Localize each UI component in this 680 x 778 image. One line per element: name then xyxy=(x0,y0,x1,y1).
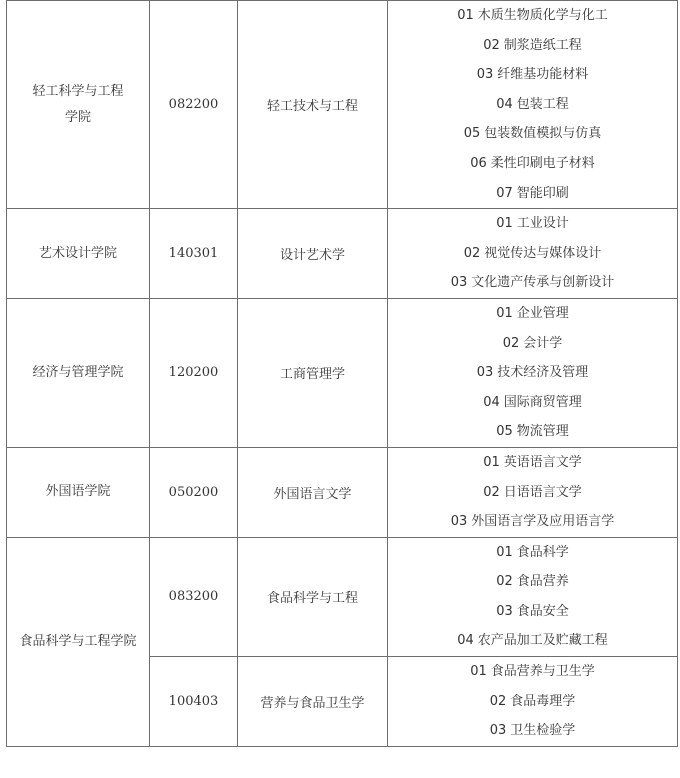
research-directions-cell xyxy=(388,298,678,447)
research-direction-item xyxy=(388,179,677,209)
research-direction-item xyxy=(388,448,677,478)
direction-name: 英语语言文学 xyxy=(503,454,582,470)
direction-name: 食品科学 xyxy=(516,544,569,560)
direction-name: 制浆造纸工程 xyxy=(503,37,582,53)
direction-name: 食品安全 xyxy=(516,603,569,619)
table-row xyxy=(7,447,678,537)
direction-name: 技术经济及管理 xyxy=(497,365,589,381)
direction-number: 01 xyxy=(470,664,487,680)
college-name: 外国语学院 xyxy=(45,484,111,500)
table-row xyxy=(7,209,678,299)
direction-number: 03 xyxy=(489,723,507,739)
major-name: 工商管理学 xyxy=(238,298,388,447)
direction-number: 03 xyxy=(476,365,494,381)
direction-name: 食品毒理学 xyxy=(510,693,576,709)
major-code: 050200 xyxy=(150,447,238,537)
research-direction-item xyxy=(388,209,677,239)
direction-name: 文化遗产传承与创新设计 xyxy=(471,275,615,291)
direction-name: 木质生物质化学与化工 xyxy=(477,8,608,23)
direction-number: 01 xyxy=(483,454,500,470)
research-direction-item xyxy=(388,119,677,149)
research-direction-item xyxy=(388,687,677,717)
research-direction-item xyxy=(388,716,677,746)
direction-name: 包装数值模拟与仿真 xyxy=(484,126,602,142)
direction-number: 03 xyxy=(450,275,468,291)
direction-name: 会计学 xyxy=(523,335,563,351)
direction-number: 02 xyxy=(496,574,513,590)
direction-number: 04 xyxy=(496,96,513,112)
direction-number: 03 xyxy=(476,67,494,83)
direction-name: 农产品加工及贮藏工程 xyxy=(477,633,608,649)
college-cell xyxy=(7,298,150,447)
table-row xyxy=(7,298,678,447)
direction-number: 03 xyxy=(450,514,468,530)
research-direction-item xyxy=(388,657,677,687)
college-cell xyxy=(7,1,150,209)
college-cell xyxy=(7,209,150,299)
direction-number: 05 xyxy=(496,424,513,440)
direction-number: 02 xyxy=(502,335,520,351)
research-directions-cell xyxy=(388,537,678,656)
direction-number: 02 xyxy=(463,245,481,261)
direction-name: 日语语言文学 xyxy=(503,484,582,500)
table-row xyxy=(7,537,678,656)
research-direction-item xyxy=(388,358,677,388)
direction-name: 卫生检验学 xyxy=(510,723,576,739)
direction-number: 01 xyxy=(496,544,513,560)
major-code: 083200 xyxy=(150,537,238,656)
direction-number: 04 xyxy=(483,394,500,410)
college-cell xyxy=(7,537,150,746)
college-name: 艺术设计学院 xyxy=(38,245,117,261)
research-direction-item xyxy=(388,478,677,508)
research-direction-item xyxy=(388,597,677,627)
major-code: 140301 xyxy=(150,209,238,299)
direction-number: 06 xyxy=(470,155,487,171)
direction-number: 05 xyxy=(463,126,481,142)
major-code: 120200 xyxy=(150,298,238,447)
college-name: 食品科学与工程学院 xyxy=(19,633,137,649)
research-direction-item xyxy=(388,329,677,359)
direction-name: 企业管理 xyxy=(516,305,569,321)
major-name: 设计艺术学 xyxy=(238,209,388,299)
direction-number: 02 xyxy=(483,484,500,500)
research-direction-item xyxy=(388,388,677,418)
direction-name: 包装工程 xyxy=(516,96,569,112)
research-direction-item xyxy=(388,626,677,656)
research-direction-item xyxy=(388,31,677,61)
direction-name: 纤维基功能材料 xyxy=(497,67,589,83)
direction-number: 01 xyxy=(496,216,513,232)
research-direction-item xyxy=(388,538,677,568)
direction-number: 04 xyxy=(457,633,474,649)
direction-name: 外国语言学及应用语言学 xyxy=(471,514,615,530)
research-direction-item xyxy=(388,239,677,269)
programs-table-body xyxy=(7,1,678,747)
research-direction-item xyxy=(388,60,677,90)
direction-name: 国际商贸管理 xyxy=(503,394,582,410)
direction-name: 智能印刷 xyxy=(516,185,569,201)
major-name: 营养与食品卫生学 xyxy=(238,657,388,747)
direction-name: 工业设计 xyxy=(516,216,569,232)
direction-name: 食品营养 xyxy=(516,574,569,590)
direction-number: 02 xyxy=(483,37,500,53)
direction-number: 02 xyxy=(489,693,507,709)
major-code: 100403 xyxy=(150,657,238,747)
direction-number: 03 xyxy=(496,603,513,619)
research-directions-cell xyxy=(388,209,678,299)
direction-name: 视觉传达与媒体设计 xyxy=(484,245,602,261)
college-name: 轻工科学与工程学院 xyxy=(32,83,124,125)
major-name: 轻工技术与工程 xyxy=(238,1,388,209)
research-directions-cell xyxy=(388,657,678,747)
research-direction-item xyxy=(388,567,677,597)
research-direction-item xyxy=(388,507,677,537)
research-direction-item xyxy=(388,90,677,120)
college-cell xyxy=(7,447,150,537)
table-row xyxy=(7,1,678,209)
major-name: 食品科学与工程 xyxy=(238,537,388,656)
major-name: 外国语言文学 xyxy=(238,447,388,537)
direction-name: 物流管理 xyxy=(516,424,569,440)
direction-number: 07 xyxy=(496,185,513,201)
research-direction-item xyxy=(388,1,677,31)
research-directions-cell xyxy=(388,447,678,537)
research-direction-item xyxy=(388,299,677,329)
direction-name: 柔性印刷电子材料 xyxy=(490,155,595,171)
direction-number: 01 xyxy=(457,8,474,23)
direction-name: 食品营养与卫生学 xyxy=(490,664,595,680)
research-direction-item xyxy=(388,268,677,298)
direction-number: 01 xyxy=(496,305,513,321)
research-direction-item xyxy=(388,417,677,447)
research-direction-item xyxy=(388,149,677,179)
major-code: 082200 xyxy=(150,1,238,209)
research-directions-cell xyxy=(388,1,678,209)
programs-table xyxy=(6,0,678,747)
college-name: 经济与管理学院 xyxy=(32,364,124,380)
